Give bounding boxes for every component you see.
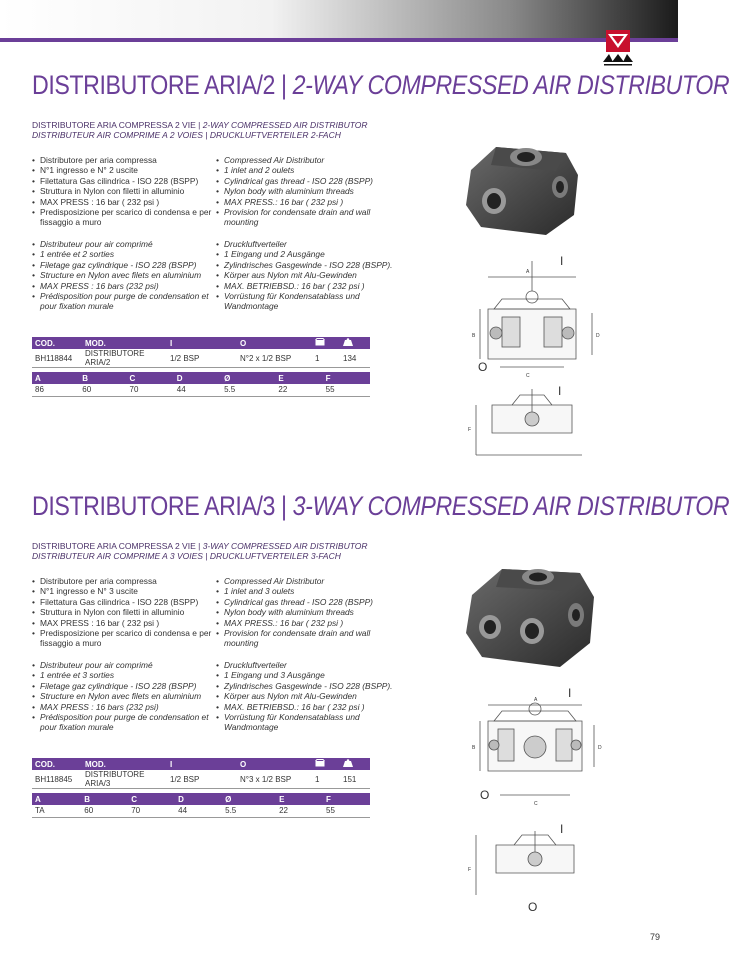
list-item: • 1 Eingang und 2 Ausgänge bbox=[216, 249, 406, 259]
list-item: • Filetage gaz cylindrique - ISO 228 (BSPP) bbox=[32, 260, 214, 270]
list-item: • Distributeur pour air comprimé bbox=[32, 660, 214, 670]
list-item: • 1 inlet and 3 oulets bbox=[216, 586, 406, 596]
list-item: • Prédisposition pour purge de condensation et pour fixation murale bbox=[32, 712, 214, 733]
product-table bbox=[32, 337, 370, 368]
list-item: • Cylindrical gas thread - ISO 228 (BSPP) bbox=[216, 597, 406, 607]
features-french bbox=[32, 239, 214, 312]
table-row: BH118845 DISTRIBUTORE ARIA/3 1/2 BSP N°3 x 1/2 BSP 1 151 bbox=[32, 770, 370, 789]
page-number: 79 bbox=[650, 932, 661, 942]
product-photo-3way bbox=[460, 555, 600, 673]
list-item: • Filettatura Gas cilindrica - ISO 228 (BSPP) bbox=[32, 176, 212, 186]
list-item: • 1 Eingang und 3 Ausgänge bbox=[216, 670, 406, 680]
features-english bbox=[216, 576, 406, 649]
features-italian bbox=[32, 155, 212, 228]
list-item: • MAX PRESS.: 16 bar ( 232 psi ) bbox=[216, 197, 406, 207]
features-german bbox=[216, 239, 406, 312]
list-item: • N°1 ingresso e N° 3 uscite bbox=[32, 586, 212, 596]
list-item: • Distributeur pour air comprimé bbox=[32, 239, 214, 249]
list-item: • MAX PRESS : 16 bars (232 psi) bbox=[32, 281, 214, 291]
list-item: • MAX PRESS : 16 bars (232 psi) bbox=[32, 702, 214, 712]
list-item: • 1 entrée et 2 sorties bbox=[32, 249, 214, 259]
svg-text:I: I bbox=[568, 686, 572, 700]
svg-text:C: C bbox=[526, 373, 530, 379]
list-item: • Zylindrisches Gasgewinde - ISO 228 (BSPP). bbox=[216, 681, 406, 691]
list-item: • Struttura in Nylon con filetti in alluminio bbox=[32, 186, 212, 196]
product-photo-2way bbox=[456, 135, 586, 240]
list-item: • Filetage gaz cylindrique - ISO 228 (BSPP) bbox=[32, 681, 214, 691]
svg-text:I: I bbox=[560, 254, 564, 268]
list-item: • Filettatura Gas cilindrica - ISO 228 (BSPP) bbox=[32, 597, 212, 607]
svg-text:I: I bbox=[558, 384, 562, 398]
section-subheading: DISTRIBUTORE ARIA COMPRESSA 2 VIE | 3-WAY COMPRESSED AIR DISTRIBUTOR DISTRIBUTEUR AIR COMPRIME A 3 VOIES | DRUCKLUFTVERTEILER 3-FACH bbox=[32, 541, 368, 561]
svg-text:F: F bbox=[468, 867, 472, 873]
list-item: • Zylindrisches Gasgewinde - ISO 228 (BSPP). bbox=[216, 260, 406, 270]
col-model: MOD. bbox=[82, 337, 167, 349]
list-item: • Compressed Air Distributor bbox=[216, 576, 406, 586]
col-inlet: I bbox=[167, 337, 237, 349]
list-item: • Provision for condensate drain and wall mounting bbox=[216, 207, 406, 228]
technical-drawing-3way bbox=[462, 685, 612, 915]
technical-drawing-2way bbox=[462, 255, 612, 465]
svg-text:D: D bbox=[596, 333, 600, 339]
list-item: • Cylindrical gas thread - ISO 228 (BSPP) bbox=[216, 176, 406, 186]
svg-text:D: D bbox=[598, 745, 602, 751]
svg-text:O: O bbox=[480, 788, 490, 802]
section-title: DISTRIBUTORE ARIA/2 | 2-WAY COMPRESSED AIR DISTRIBUTOR bbox=[32, 70, 729, 100]
table-row: 86 60 70 44 5.5 22 55 bbox=[32, 384, 370, 396]
list-item: • Druckluftverteiler bbox=[216, 660, 406, 670]
svg-text:F: F bbox=[468, 427, 472, 433]
list-item: • Provision for condensate drain and wall mounting bbox=[216, 628, 406, 649]
dimensions-table: A B C D Ø E F TA 60 70 44 5.5 22 55 bbox=[32, 793, 370, 818]
list-item: • Körper aus Nylon mit Alu-Gewinden bbox=[216, 691, 406, 701]
svg-text:A: A bbox=[534, 697, 538, 703]
product-table bbox=[32, 758, 370, 789]
list-item: • N°1 ingresso e N° 2 uscite bbox=[32, 165, 212, 175]
list-item: • MAX PRESS : 16 bar ( 232 psi ) bbox=[32, 618, 212, 628]
svg-text:A: A bbox=[526, 269, 530, 275]
list-item: • Structure en Nylon avec filets en aluminium bbox=[32, 270, 214, 280]
svg-text:B: B bbox=[472, 745, 476, 751]
list-item: • Distributore per aria compressa bbox=[32, 155, 212, 165]
list-item: • Druckluftverteiler bbox=[216, 239, 406, 249]
list-item: • MAX. BETRIEBSD.: 16 bar ( 232 psi ) bbox=[216, 702, 406, 712]
svg-text:O: O bbox=[528, 900, 538, 914]
weight-icon bbox=[340, 337, 370, 349]
list-item: • Vorrüstung für Kondensatablass und Wandmontage bbox=[216, 712, 406, 733]
list-item: • Körper aus Nylon mit Alu-Gewinden bbox=[216, 270, 406, 280]
col-model: MOD. bbox=[82, 758, 167, 770]
list-item: • 1 inlet and 2 oulets bbox=[216, 165, 406, 175]
list-item: • Nylon body with aluminium threads bbox=[216, 607, 406, 617]
svg-text:I: I bbox=[560, 822, 564, 836]
list-item: • Compressed Air Distributor bbox=[216, 155, 406, 165]
svg-text:O: O bbox=[478, 360, 488, 374]
header-bar bbox=[0, 0, 678, 38]
dimensions-table: A B C D Ø E F 86 60 70 44 5.5 22 55 bbox=[32, 372, 370, 397]
list-item: • 1 entrée et 3 sorties bbox=[32, 670, 214, 680]
list-item: • MAX PRESS : 16 bar ( 232 psi ) bbox=[32, 197, 212, 207]
list-item: • Structure en Nylon avec filets en aluminium bbox=[32, 691, 214, 701]
list-item: • MAX PRESS.: 16 bar ( 232 psi ) bbox=[216, 618, 406, 628]
svg-text:C: C bbox=[534, 801, 538, 807]
col-code: COD. bbox=[32, 337, 82, 349]
list-item: • Vorrüstung für Kondensatablass und Wandmontage bbox=[216, 291, 406, 312]
list-item: • Struttura in Nylon con filetti in alluminio bbox=[32, 607, 212, 617]
list-item: • MAX. BETRIEBSD.: 16 bar ( 232 psi ) bbox=[216, 281, 406, 291]
weight-icon bbox=[340, 758, 370, 770]
header-accent-line bbox=[0, 38, 678, 42]
box-icon bbox=[312, 337, 340, 349]
table-row: TA 60 70 44 5.5 22 55 bbox=[32, 805, 370, 817]
list-item: • Distributore per aria compressa bbox=[32, 576, 212, 586]
list-item: • Prédisposition pour purge de condensation et pour fixation murale bbox=[32, 291, 214, 312]
brand-logo-icon bbox=[600, 28, 636, 68]
col-code: COD. bbox=[32, 758, 82, 770]
list-item: • Predisposizione per scarico di condensa e per fissaggio a muro bbox=[32, 207, 212, 228]
col-inlet: I bbox=[167, 758, 237, 770]
features-french bbox=[32, 660, 214, 733]
col-outlet: O bbox=[237, 337, 312, 349]
features-italian bbox=[32, 576, 212, 649]
section-title: DISTRIBUTORE ARIA/3 | 3-WAY COMPRESSED AIR DISTRIBUTOR bbox=[32, 491, 729, 521]
section-subheading: DISTRIBUTORE ARIA COMPRESSA 2 VIE | 2-WAY COMPRESSED AIR DISTRIBUTOR DISTRIBUTEUR AIR COMPRIME A 2 VOIES | DRUCKLUFTVERTEILER 2-FACH bbox=[32, 120, 368, 140]
features-english bbox=[216, 155, 406, 228]
box-icon bbox=[312, 758, 340, 770]
svg-text:B: B bbox=[472, 333, 476, 339]
features-german bbox=[216, 660, 406, 733]
list-item: • Predisposizione per scarico di condensa e per fissaggio a muro bbox=[32, 628, 212, 649]
table-row: BH118844 DISTRIBUTORE ARIA/2 1/2 BSP N°2 x 1/2 BSP 1 134 bbox=[32, 349, 370, 368]
col-outlet: O bbox=[237, 758, 312, 770]
list-item: • Nylon body with aluminium threads bbox=[216, 186, 406, 196]
